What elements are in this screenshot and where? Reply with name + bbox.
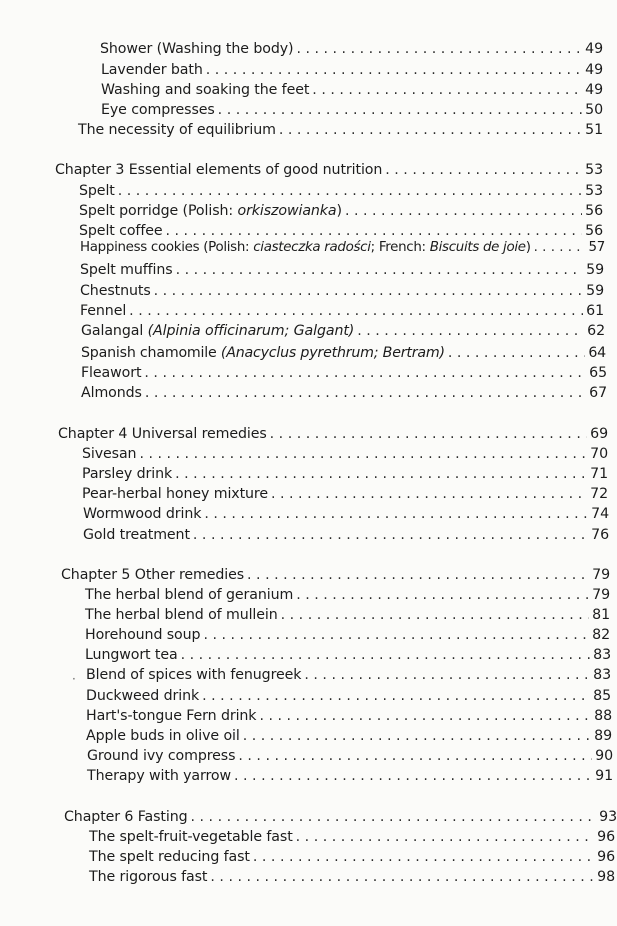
leader-dots (176, 262, 584, 278)
toc-entry-title: The herbal blend of mullein (85, 607, 278, 623)
toc-page-number: 70 (590, 446, 608, 462)
toc-chapter-4 (58, 426, 608, 446)
toc-chapter-title: Chapter 6 Fasting (64, 809, 188, 825)
stray-mark: · (72, 672, 76, 686)
toc-entry (89, 829, 615, 849)
toc-entry-title: Washing and soaking the feet (101, 82, 310, 98)
leader-dots (202, 688, 590, 704)
leader-dots (253, 849, 594, 865)
toc-page-number: 51 (585, 122, 603, 138)
toc-entry-title: The necessity of equilibrium (78, 122, 276, 138)
toc-page-number: 90 (595, 748, 613, 764)
leader-dots (204, 506, 588, 522)
toc-entry-title: Lavender bath (101, 62, 203, 78)
toc-entry (82, 486, 608, 506)
leader-dots (206, 62, 582, 78)
toc-entry-title: Fleawort (81, 365, 142, 381)
toc-entry (85, 607, 610, 627)
toc-page-number: 67 (589, 385, 607, 401)
toc-entry (85, 627, 610, 647)
leader-dots (218, 102, 582, 118)
leader-dots (345, 203, 582, 219)
toc-entry (80, 283, 604, 303)
toc-entry-title: The spelt reducing fast (89, 849, 250, 865)
toc-page-number: 53 (585, 183, 603, 199)
toc-entry (81, 323, 605, 343)
toc-page-number: 56 (585, 203, 603, 219)
toc-entry-title: Galangal (Alpinia officinarum; Galgant) (81, 323, 355, 339)
toc-entry (87, 768, 613, 788)
toc-entry-title: Lungwort tea (85, 647, 178, 663)
toc-page-number: 57 (588, 240, 605, 255)
toc-entry-title: Duckweed drink (86, 688, 200, 704)
toc-entry (83, 527, 609, 547)
toc-entry-title: Spanish chamomile (Anacyclus pyrethrum; Bertram) (81, 345, 445, 361)
toc-entry (79, 183, 603, 203)
toc-page-number: 65 (589, 365, 607, 381)
toc-entry-title: Apple buds in olive oil (86, 728, 240, 744)
toc-page-number: 81 (592, 607, 610, 623)
toc-entry (81, 385, 607, 405)
leader-dots (243, 728, 591, 744)
leader-dots (247, 567, 589, 583)
leader-dots (129, 303, 583, 319)
toc-page-number: 62 (587, 323, 605, 339)
toc-entry (101, 82, 603, 102)
toc-page-number: 69 (590, 426, 608, 442)
leader-dots (296, 587, 589, 603)
toc-chapter-title: Chapter 5 Other remedies (61, 567, 245, 583)
toc-entry (101, 62, 603, 82)
leader-dots (259, 708, 591, 724)
toc-entry (100, 41, 603, 61)
toc-entry (89, 869, 615, 889)
toc-page-number: 50 (585, 102, 603, 118)
toc-entry (81, 365, 607, 385)
toc-entry-title: Gold treatment (83, 527, 190, 543)
leader-dots (165, 223, 582, 239)
toc-page-number: 96 (597, 829, 615, 845)
toc-page-number: 59 (586, 283, 604, 299)
toc-page-number: 79 (592, 587, 610, 603)
leader-dots (385, 162, 582, 178)
toc-page-number: 82 (592, 627, 610, 643)
toc-page-number: 83 (593, 647, 611, 663)
toc-page-number: 79 (592, 567, 610, 583)
toc-chapter-6 (64, 809, 617, 829)
toc-page-number: 49 (585, 41, 603, 57)
toc-entry-title: Horehound soup (85, 627, 201, 643)
toc-entry-title: Wormwood drink (83, 506, 202, 522)
toc-page-number: 49 (585, 62, 603, 78)
leader-dots (238, 748, 592, 764)
leader-dots (304, 667, 590, 683)
toc-entry-title: Hart's-tongue Fern drink (86, 708, 257, 724)
leader-dots (270, 426, 587, 442)
toc-chapter-5 (61, 567, 610, 587)
toc-page-number: 83 (593, 667, 611, 683)
toc-entry-title: Spelt muffins (80, 262, 173, 278)
leader-dots (534, 240, 586, 255)
toc-entry (85, 647, 611, 667)
toc-entry (86, 708, 612, 728)
toc-entry (86, 728, 612, 748)
leader-dots (234, 768, 592, 784)
leader-dots (312, 82, 582, 98)
leader-dots (210, 869, 594, 885)
toc-entry-title: Spelt (79, 183, 115, 199)
toc-entry-title: Happiness cookies (Polish: ciasteczka radości; French: Biscuits de joie) (80, 240, 531, 255)
leader-dots (448, 345, 586, 361)
toc-page-number: 85 (593, 688, 611, 704)
leader-dots (281, 607, 590, 623)
leader-dots (191, 809, 597, 825)
toc-entry-title: The spelt-fruit-vegetable fast (89, 829, 293, 845)
toc-page-number: 89 (594, 728, 612, 744)
toc-page-number: 49 (585, 82, 603, 98)
toc-entry-title: Pear-herbal honey mixture (82, 486, 268, 502)
leader-dots (193, 527, 588, 543)
leader-dots (357, 323, 584, 339)
toc-entry (87, 748, 613, 768)
leader-dots (145, 385, 586, 401)
leader-dots (271, 486, 587, 502)
toc-entry-title: Chestnuts (80, 283, 151, 299)
leader-dots (296, 41, 582, 57)
toc-entry-title: Spelt porridge (Polish: orkiszowianka) (79, 203, 342, 219)
toc-page-number: 64 (588, 345, 606, 361)
toc-entry (80, 262, 604, 282)
leader-dots (296, 829, 594, 845)
toc-entry (79, 203, 603, 223)
toc-page-number: 98 (597, 869, 615, 885)
toc-entry (82, 446, 608, 466)
toc-page-number: 71 (590, 466, 608, 482)
toc-page-number: 61 (586, 303, 604, 319)
leader-dots (144, 365, 586, 381)
toc-page-number: 74 (591, 506, 609, 522)
toc-entry (80, 240, 605, 260)
toc-entry-title: Sivesan (82, 446, 137, 462)
toc-entry (81, 345, 606, 365)
toc-page-number: 59 (586, 262, 604, 278)
toc-page-number: 53 (585, 162, 603, 178)
toc-entry (86, 667, 611, 687)
toc-entry-title: Eye compresses (101, 102, 215, 118)
toc-page-number: 88 (594, 708, 612, 724)
toc-chapter-3 (55, 162, 603, 182)
toc-page-number: 72 (590, 486, 608, 502)
toc-page-number: 76 (591, 527, 609, 543)
toc-entry (101, 102, 603, 122)
toc-entry (85, 587, 610, 607)
toc-page-number: 96 (597, 849, 615, 865)
toc-chapter-title: Chapter 3 Essential elements of good nutrition (55, 162, 383, 178)
toc-entry-title: Parsley drink (82, 466, 173, 482)
toc-entry-title: Spelt coffee (79, 223, 163, 239)
toc-chapter-title: Chapter 4 Universal remedies (58, 426, 267, 442)
toc-page-number: 93 (599, 809, 617, 825)
toc-entry-title: Fennel (80, 303, 127, 319)
toc-entry (89, 849, 615, 869)
toc-entry-title: Shower (Washing the body) (100, 41, 294, 57)
toc-entry-title: Ground ivy compress (87, 748, 236, 764)
toc-entry-title: The herbal blend of geranium (85, 587, 294, 603)
toc-entry-title: The rigorous fast (89, 869, 208, 885)
leader-dots (181, 647, 591, 663)
toc-entry (80, 303, 604, 323)
toc-entry-title: Blend of spices with fenugreek (86, 667, 302, 683)
leader-dots (203, 627, 589, 643)
leader-dots (154, 283, 584, 299)
leader-dots (139, 446, 587, 462)
leader-dots (175, 466, 587, 482)
toc-entry-title: Therapy with yarrow (87, 768, 232, 784)
toc-entry (83, 506, 609, 526)
toc-page-number: 91 (595, 768, 613, 784)
toc-entry-title: Almonds (81, 385, 142, 401)
leader-dots (118, 183, 582, 199)
toc-entry (78, 122, 603, 142)
leader-dots (279, 122, 582, 138)
toc-entry (86, 688, 611, 708)
toc-page-number: 56 (585, 223, 603, 239)
toc-entry (82, 466, 608, 486)
